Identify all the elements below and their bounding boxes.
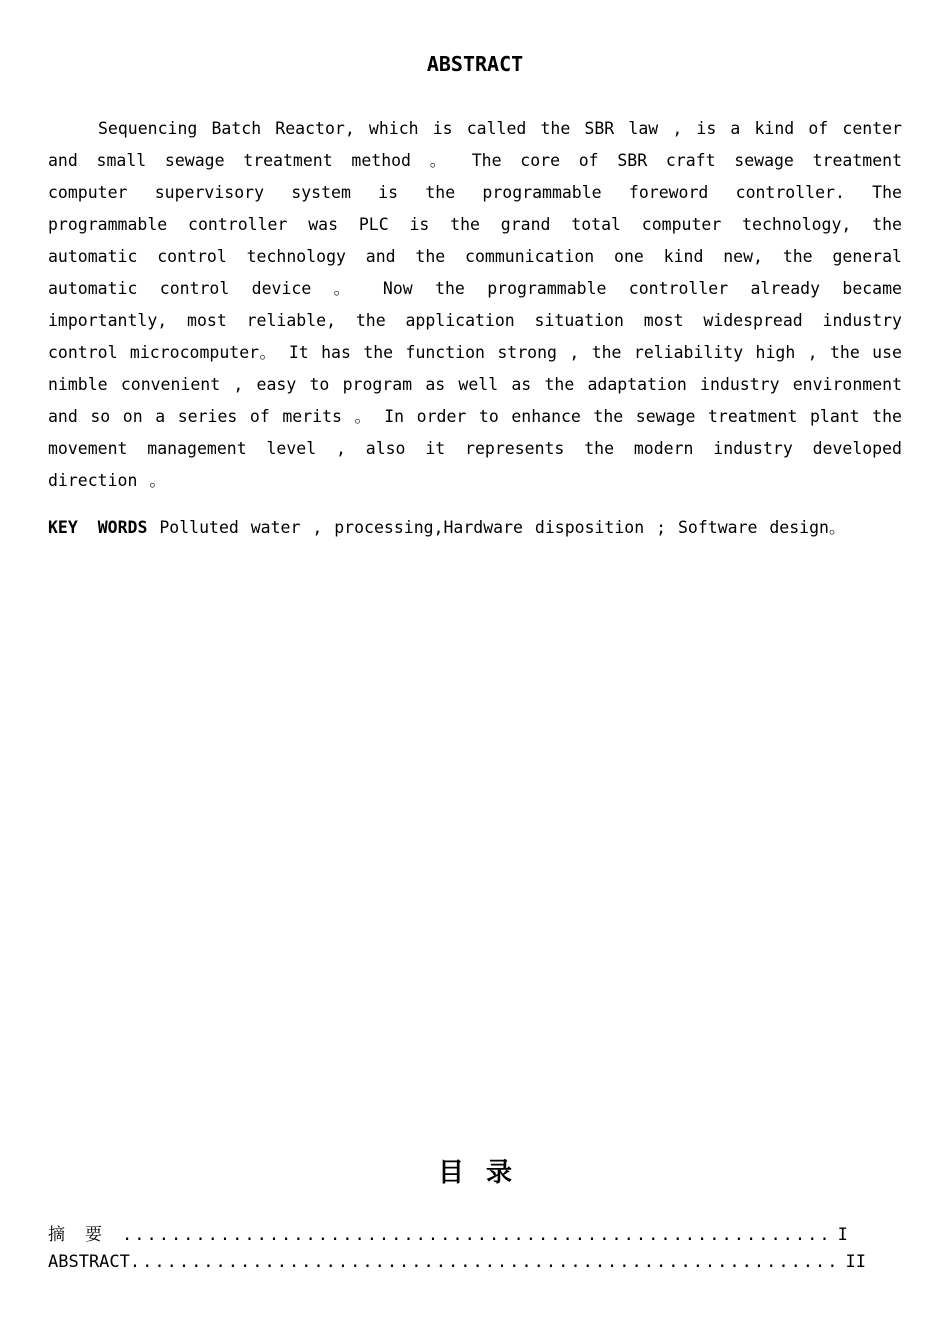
toc-page-number: I [837,1225,848,1245]
keywords-label: KEY WORDS [48,518,148,537]
toc-entry-label: 摘要 [48,1225,122,1245]
toc-entry-abstract-cn[interactable] [48,1220,848,1252]
keywords-paragraph [48,512,902,544]
toc-leader-dots: .......................................................... [122,1225,832,1245]
toc-leader-dots: .......................................................... [129,1252,840,1272]
toc-entry-abstract-en[interactable] [48,1252,866,1284]
table-of-contents [48,1220,866,1284]
toc-title: 目录 [437,1158,534,1188]
keywords-text: Polluted water , processing,Hardware disposition ; Software design。 [159,518,846,537]
abstract-title: ABSTRACT [426,52,524,76]
toc-entry-label: ABSTRACT [48,1252,130,1272]
toc-page-number: II [845,1252,866,1272]
abstract-body: Sequencing Batch Reactor, which is called the SBR law , is a kind of center and small sewage treatment method 。 The core of SBR craft sewage treatment computer supervisory system is the programmable foreword controller. The programmable controller was PLC is the grand total computer technology, the automatic control technology and the communication one kind new, the general automatic control device 。 Now the programmable controller already became importantly, most reliable, the application situation most widespread industry control microcomputer。 It has the function strong , the reliability high , the use nimble convenient , easy to program as well as the adaptation industry environment and so on a series of merits 。 In order to enhance the sewage treatment plant the movement management level , also it represents the modern industry developed direction 。 [48,119,902,490]
